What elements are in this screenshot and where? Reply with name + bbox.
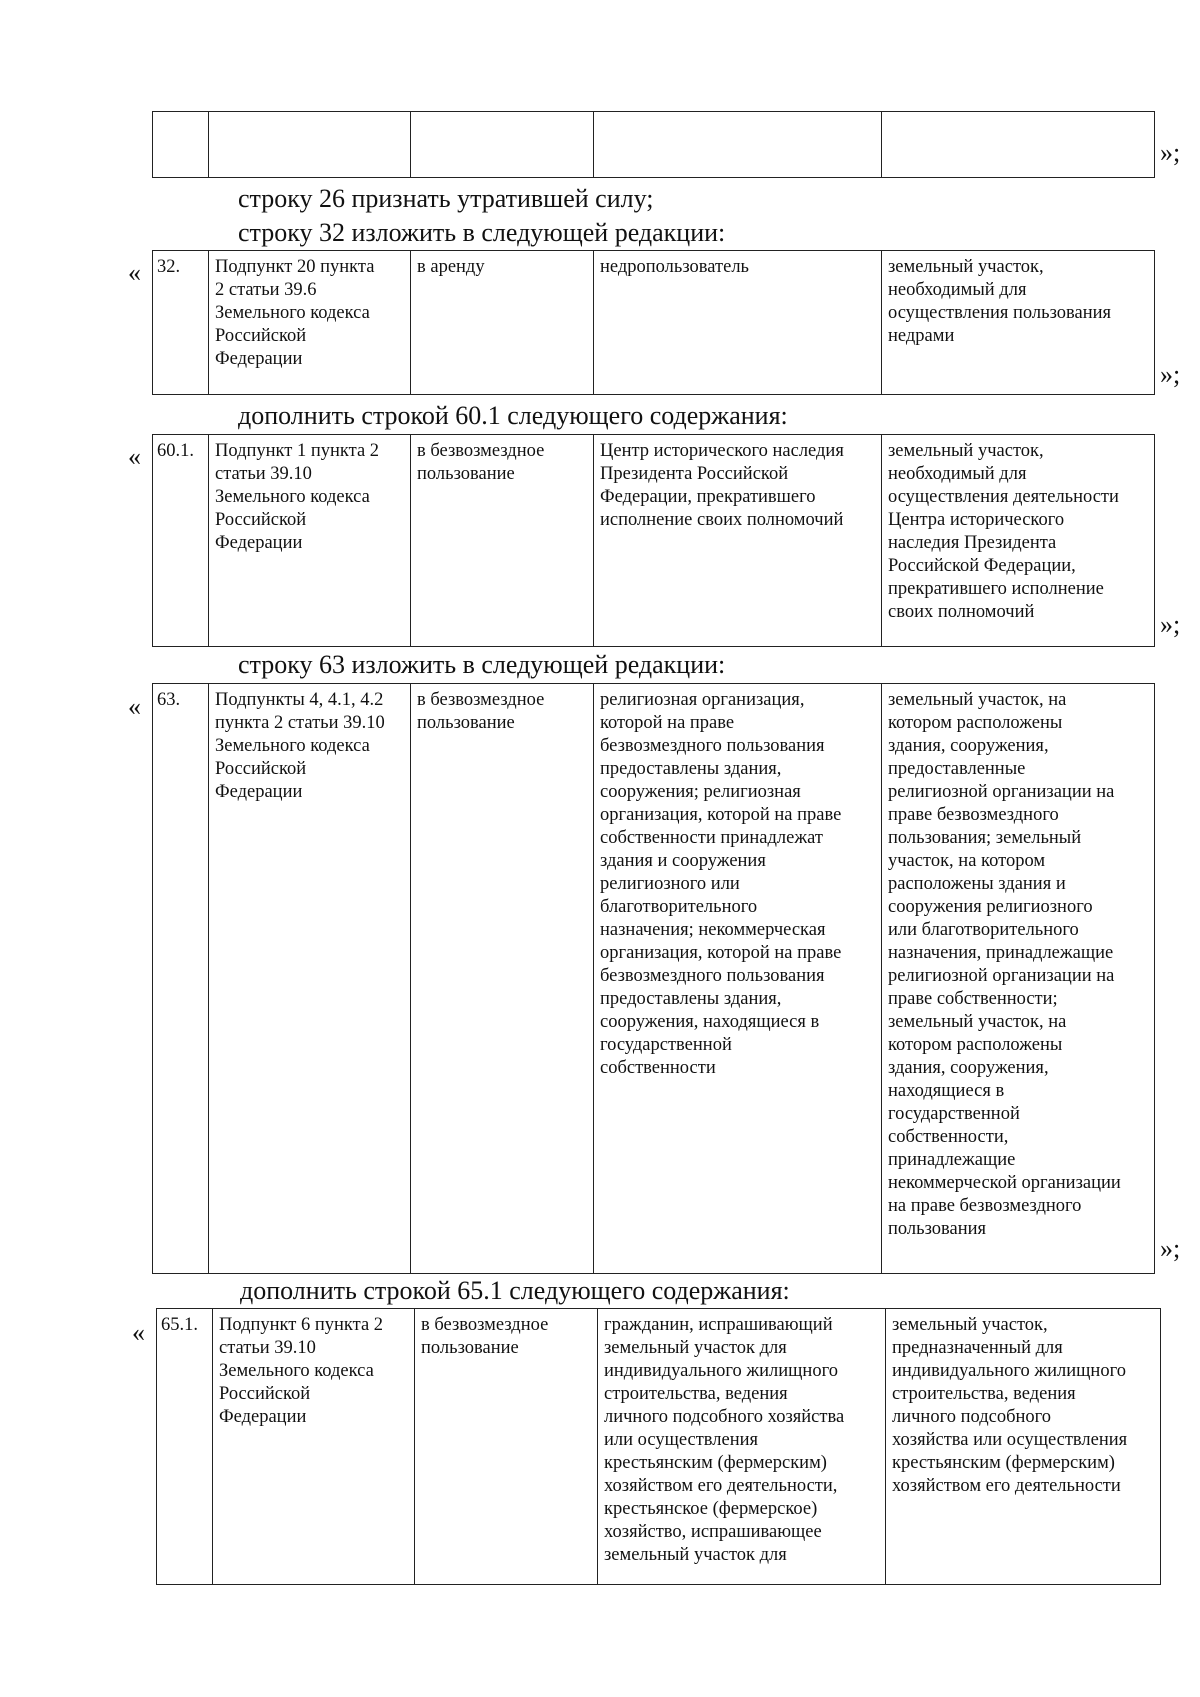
cell-number (153, 112, 209, 178)
opening-quote: « (128, 258, 141, 287)
cell-legal-basis (209, 112, 411, 178)
instruction-line: дополнить строкой 60.1 следующего содержания: (238, 401, 788, 430)
cell-object: земельный участок, на котором расположены здания, сооружения, предоставленные религиозной организации на праве безвозмездного пользования; земельный участок, на котором расположены здания и сооружения религиозного или благотворительного назначения, принадлежащие религиозной организации на праве собственности; земельный участок, на котором расположены здания, сооружения, находящиеся в государственной собственности, принадлежащие некоммерческой организации на праве безвозмездного пользования (882, 684, 1155, 1274)
cell-number: 63. (153, 684, 209, 1274)
opening-quote: « (128, 692, 141, 721)
instruction-line: строку 32 изложить в следующей редакции: (238, 218, 726, 247)
closing-quote: »; (1160, 610, 1181, 639)
table-row-65-1 (156, 1308, 1161, 1585)
opening-quote: « (128, 442, 141, 471)
cell-number: 32. (153, 251, 209, 395)
cell-legal-basis: Подпункты 4, 4.1, 4.2 пункта 2 статьи 39.10 Земельного кодекса Российской Федерации (209, 684, 411, 1274)
cell-legal-basis: Подпункт 20 пункта 2 статьи 39.6 Земельного кодекса Российской Федерации (209, 251, 411, 395)
table-row-32 (152, 250, 1155, 395)
table-row-prev (152, 111, 1155, 178)
cell-number: 65.1. (157, 1309, 213, 1585)
closing-quote: »; (1160, 138, 1181, 167)
cell-subject: гражданин, испрашивающий земельный участок для индивидуального жилищного строительства, ведения личного подсобного хозяйства или осуществления крестьянским (фермерским) хозяйством его деятельности, крестьянское (фермерское) хозяйство, испрашивающее земельный участок для (598, 1309, 886, 1585)
cell-object (882, 112, 1155, 178)
cell-object: земельный участок, необходимый для осуществления деятельности Центра исторического наследия Президента Российской Федерации, прекратившего исполнение своих полномочий (882, 435, 1155, 647)
opening-quote: « (132, 1318, 145, 1347)
cell-number: 60.1. (153, 435, 209, 647)
cell-object: земельный участок, необходимый для осуществления пользования недрами (882, 251, 1155, 395)
cell-right-type: в безвозмездное пользование (411, 435, 594, 647)
closing-quote: »; (1160, 360, 1181, 389)
cell-right-type: в аренду (411, 251, 594, 395)
cell-right-type: в безвозмездное пользование (411, 684, 594, 1274)
cell-legal-basis: Подпункт 1 пункта 2 статьи 39.10 Земельного кодекса Российской Федерации (209, 435, 411, 647)
instruction-line: дополнить строкой 65.1 следующего содержания: (240, 1276, 790, 1305)
cell-legal-basis: Подпункт 6 пункта 2 статьи 39.10 Земельного кодекса Российской Федерации (213, 1309, 415, 1585)
table-row-60-1 (152, 434, 1155, 647)
instruction-line: строку 26 признать утратившей силу; (238, 184, 654, 213)
instruction-line: строку 63 изложить в следующей редакции: (238, 650, 726, 679)
cell-right-type (411, 112, 594, 178)
cell-object: земельный участок, предназначенный для индивидуального жилищного строительства, ведения личного подсобного хозяйства или осуществления крестьянским (фермерским) хозяйством его деятельности (886, 1309, 1161, 1585)
closing-quote: »; (1160, 1234, 1181, 1263)
cell-subject: Центр исторического наследия Президента Российской Федерации, прекратившего исполнение своих полномочий (594, 435, 882, 647)
cell-subject: недропользователь (594, 251, 882, 395)
cell-subject: религиозная организация, которой на праве безвозмездного пользования предоставлены здания, сооружения; религиозная организация, которой на праве собственности принадлежат здания и сооружения религиозного или благотворительного назначения; некоммерческая организация, которой на праве безвозмездного пользования предоставлены здания, сооружения, находящиеся в государственной собственности (594, 684, 882, 1274)
table-row-63 (152, 683, 1155, 1274)
cell-subject (594, 112, 882, 178)
cell-right-type: в безвозмездное пользование (415, 1309, 598, 1585)
